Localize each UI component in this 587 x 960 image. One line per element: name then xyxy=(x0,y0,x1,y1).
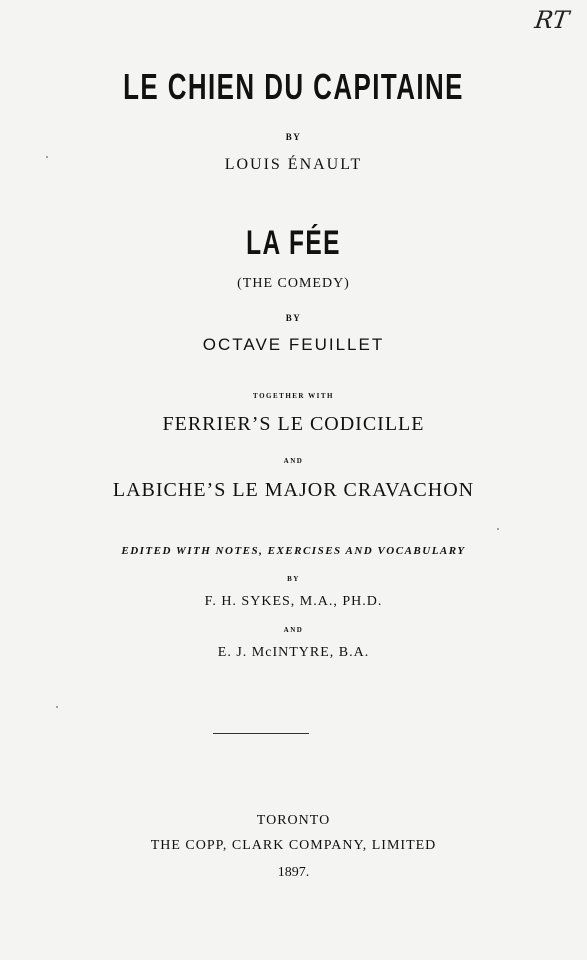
and-label-2: AND xyxy=(283,626,304,634)
speck xyxy=(497,528,499,530)
second-title: LA FÉE xyxy=(246,224,341,262)
together-with-label: TOGETHER WITH xyxy=(253,392,334,400)
author-1: LOUIS ÉNAULT xyxy=(224,156,363,173)
by-label-1: BY xyxy=(285,132,302,142)
speck xyxy=(46,156,48,158)
third-work: FERRIER’S LE CODICILLE xyxy=(162,413,425,435)
editor-2: E. J. McINTYRE, B.A. xyxy=(217,645,370,660)
book-title: LE CHIEN DU CAPITAINE xyxy=(123,66,464,107)
by-label-2: BY xyxy=(285,313,302,323)
divider-rule xyxy=(213,733,309,734)
edited-with-line: EDITED WITH NOTES, EXERCISES AND VOCABULARY xyxy=(121,545,466,557)
publisher: THE COPP, CLARK COMPANY, LIMITED xyxy=(150,838,437,853)
publication-place: TORONTO xyxy=(256,813,331,828)
by-label-3: BY xyxy=(287,575,300,583)
second-subtitle: (THE COMEDY) xyxy=(237,276,350,291)
editor-1: F. H. SYKES, M.A., PH.D. xyxy=(204,594,383,609)
publication-year: 1897. xyxy=(277,865,310,880)
fourth-work: LABICHE’S LE MAJOR CRAVACHON xyxy=(112,479,475,501)
speck xyxy=(56,706,58,708)
handwritten-annotation: RT xyxy=(533,6,571,34)
and-label-1: AND xyxy=(283,457,304,465)
author-2: OCTAVE FEUILLET xyxy=(202,335,385,354)
